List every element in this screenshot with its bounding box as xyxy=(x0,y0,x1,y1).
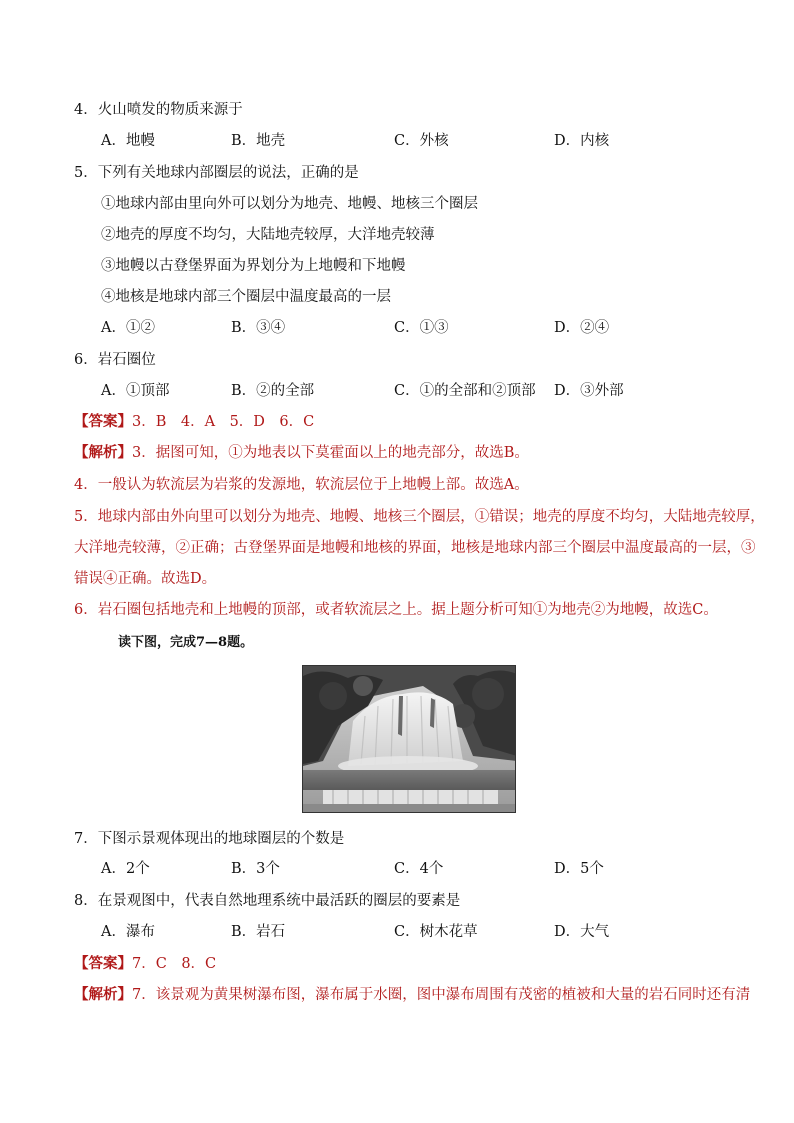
q5-option-c: C．①③ xyxy=(394,320,449,336)
q4-option-c: C．外核 xyxy=(394,133,449,149)
question-6-stem: 6．岩石圈位 xyxy=(74,352,156,368)
q5-statement-1: ①地球内部由里向外可以划分为地壳、地幔、地核三个圈层 xyxy=(101,196,478,212)
answer-text-2: 7．C 8．C xyxy=(132,956,217,972)
q5-option-a: A．①② xyxy=(101,320,155,336)
answer-block-2 xyxy=(74,954,216,974)
question-7-options xyxy=(101,859,741,879)
q5-statement-3: ③地幔以古登堡界面为界划分为上地幔和下地幔 xyxy=(101,258,406,274)
analysis-5-line-3: 错误④正确。故选D。 xyxy=(74,571,217,587)
answer-tag-2: 【答案】 xyxy=(74,955,132,972)
q8-option-b: B．岩石 xyxy=(231,924,286,940)
q7-option-a: A．2个 xyxy=(101,861,150,877)
q7-option-b: B．3个 xyxy=(231,861,280,877)
question-7-stem: 7．下图示景观体现出的地球圈层的个数是 xyxy=(74,831,345,847)
q5-option-d: D．②④ xyxy=(554,320,610,336)
q5-statement-4: ④地核是地球内部三个圈层中温度最高的一层 xyxy=(101,289,391,305)
question-5-options xyxy=(101,318,741,338)
q4-option-b: B．地壳 xyxy=(231,133,286,149)
question-4-stem: 4．火山喷发的物质来源于 xyxy=(74,102,243,118)
q8-option-a: A．瀑布 xyxy=(101,924,155,940)
analysis-3-text: 3．据图可知，①为地表以下莫霍面以上的地壳部分，故选B。 xyxy=(132,445,529,461)
q4-option-d: D．内核 xyxy=(554,133,610,149)
q4-option-a: A．地幔 xyxy=(101,133,155,149)
q6-option-c: C．①的全部和②顶部 xyxy=(394,383,536,399)
analysis-6: 6．岩石圈包括地壳和上地幔的顶部，或者软流层之上。据上题分析可知①为地壳②为地幔，故选C。 xyxy=(74,602,718,618)
waterfall-photo xyxy=(302,665,516,813)
question-4-options xyxy=(101,131,741,151)
answer-block-1 xyxy=(74,412,314,432)
question-8-options xyxy=(101,922,741,942)
question-6-options xyxy=(101,381,741,401)
q8-option-d: D．大气 xyxy=(554,924,610,940)
question-5-stem: 5．下列有关地球内部圈层的说法，正确的是 xyxy=(74,165,359,181)
analysis-tag: 【解析】 xyxy=(74,444,132,461)
q6-option-a: A．①顶部 xyxy=(101,383,170,399)
q7-option-c: C．4个 xyxy=(394,861,444,877)
analysis-4: 4．一般认为软流层为岩浆的发源地，软流层位于上地幔上部。故选A。 xyxy=(74,477,529,493)
q6-option-d: D．③外部 xyxy=(554,383,624,399)
analysis-7 xyxy=(74,985,750,1005)
analysis-7-text: 7．该景观为黄果树瀑布图，瀑布属于水圈，图中瀑布周围有茂密的植被和大量的岩石同时还有清 xyxy=(132,987,751,1003)
analysis-3 xyxy=(74,443,529,463)
q5-statement-2: ②地壳的厚度不均匀，大陆地壳较厚，大洋地壳较薄 xyxy=(101,227,435,243)
q8-option-c: C．树木花草 xyxy=(394,924,478,940)
q7-option-d: D．5个 xyxy=(554,861,604,877)
figure-instruction: 读下图，完成7—8题。 xyxy=(118,635,254,650)
analysis-tag-2: 【解析】 xyxy=(74,986,132,1003)
answer-tag: 【答案】 xyxy=(74,413,132,430)
q5-option-b: B．③④ xyxy=(231,320,286,336)
question-8-stem: 8．在景观图中，代表自然地理系统中最活跃的圈层的要素是 xyxy=(74,893,461,909)
analysis-5-line-1: 5．地球内部由外向里可以划分为地壳、地幔、地核三个圈层，①错误；地壳的厚度不均匀，大陆地壳较厚， xyxy=(74,509,765,525)
answer-text: 3．B 4．A 5．D 6．C xyxy=(132,414,315,430)
q6-option-b: B．②的全部 xyxy=(231,383,315,399)
analysis-5-line-2: 大洋地壳较薄，②正确；古登堡界面是地幔和地核的界面，地核是地球内部三个圈层中温度最高的一层，③ xyxy=(74,540,756,556)
